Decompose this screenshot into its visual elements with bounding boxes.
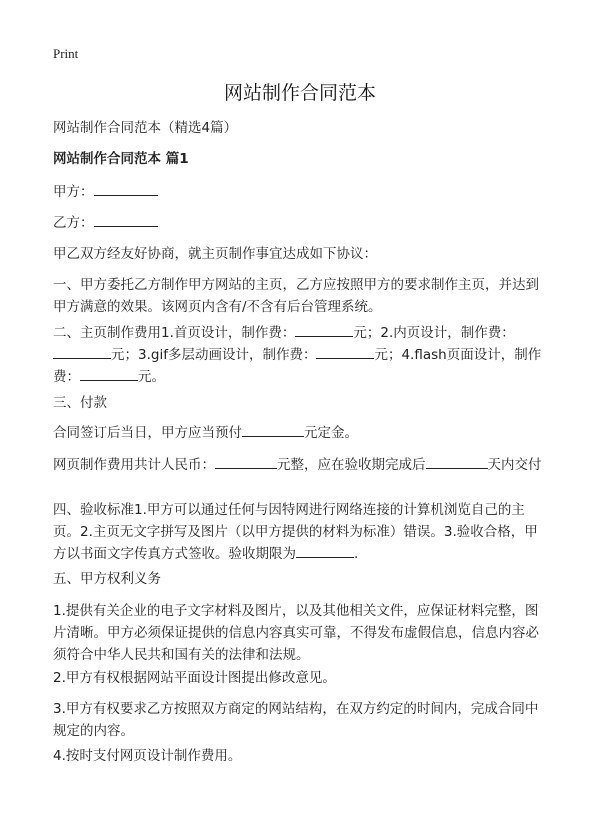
total-text-a: 网页制作费用共计人民币： [53, 457, 215, 473]
clause-5-heading: 五、甲方权利义务 [53, 571, 161, 587]
clause-2-part-c: 元；3.gif多层动画设计，制作费： [111, 347, 317, 363]
document-subtitle: 网站制作合同范本（精选4篇） [53, 120, 238, 136]
party-a-label: 甲方： [53, 184, 94, 200]
clause-2-part-a: 二、主页制作费用1.首页设计，制作费： [53, 325, 296, 341]
total-text-c: 天内交付 [487, 457, 542, 473]
clause-5-item-4: 4.按时支付网页设计制作费用。 [53, 748, 242, 764]
intro-paragraph: 甲乙双方经友好协商，就主页制作事宜达成如下协议： [53, 246, 377, 262]
clause-2-blank-4 [80, 366, 138, 381]
deposit-text-a: 合同签订后当日，甲方应当预付 [53, 425, 242, 441]
party-b-label: 乙方： [53, 215, 94, 231]
clause-4-end: . [354, 546, 359, 562]
clause-2 [53, 322, 550, 388]
clause-2-part-d: 元；4.flash页面设计，制作费： [53, 347, 542, 385]
clause-3-heading: 三、付款 [53, 395, 107, 411]
clause-2-blank-2 [53, 344, 111, 359]
total-text-b: 元整，应在验收期完成后 [277, 457, 426, 473]
clause-2-part-b: 元；2.内页设计，制作费： [353, 325, 515, 341]
clause-4 [53, 499, 550, 565]
total-blank-1 [215, 454, 277, 469]
deposit-text-b: 元定金。 [304, 425, 358, 441]
clause-2-blank-1 [295, 322, 353, 337]
clause-2-part-e: 元。 [138, 369, 165, 385]
deposit-blank [242, 422, 304, 437]
clause-5-item-1: 1.提供有关企业的电子文字材料及图片，以及其他相关文件，应保证材料完整，图片清晰。甲方必须保证提供的信息内容真实可靠，不得发布虚假信息，信息内容必须符合中华人民共和国有关的法律和法规。 [53, 603, 539, 663]
print-link[interactable]: Print [53, 46, 79, 61]
clause-4-blank [296, 543, 354, 558]
page-title: 网站制作合同范本 [223, 82, 376, 104]
total-fee-line [53, 454, 550, 476]
party-b-blank [94, 212, 158, 227]
party-a-line [53, 181, 550, 203]
clause-5-item-3: 3.甲方有权要求乙方按照双方商定的网站结构，在双方约定的时间内，完成合同中规定的内容。 [53, 701, 539, 739]
clause-5-item-2: 2.甲方有权根据网站平面设计图提出修改意见。 [53, 670, 336, 686]
deposit-line [53, 422, 550, 444]
party-a-blank [94, 181, 158, 196]
party-b-line [53, 212, 550, 234]
clause-2-blank-3 [316, 344, 374, 359]
section-heading: 网站制作合同范本 篇1 [53, 151, 189, 167]
total-blank-2 [426, 454, 488, 469]
clause-1: 一、甲方委托乙方制作甲方网站的主页，乙方应按照甲方的要求制作主页，并达到甲方满意的效果。该网页内含有/不含有后台管理系统。 [53, 277, 539, 315]
clause-4-text: 四、验收标准1.甲方可以通过任何与因特网进行网络连接的计算机浏览自己的主页。2.主页无文字拼写及图片（以甲方提供的材料为标准）错误。3.验收合格，甲方以书面文字传真方式签收。验收期限为 [53, 502, 538, 562]
